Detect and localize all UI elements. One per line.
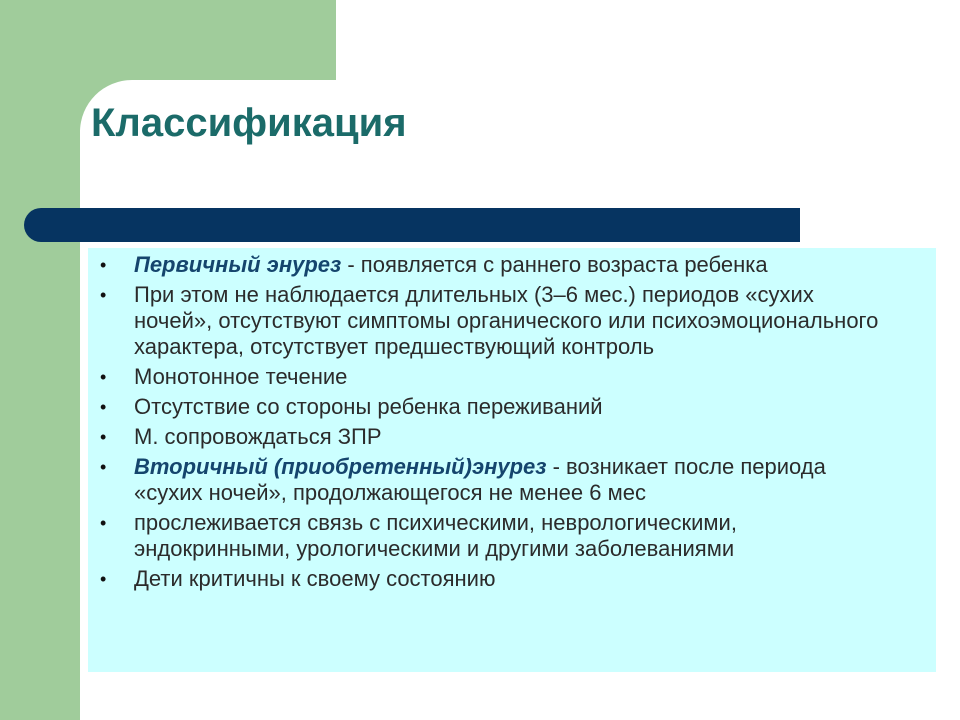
- bullet-icon: •: [100, 285, 107, 305]
- bullet-list: [88, 252, 888, 596]
- bullet-text: Дети критичны к своему состоянию: [134, 566, 496, 591]
- bullet-icon: •: [100, 513, 107, 533]
- bullet-text: - появляется с раннего возраста ребенка: [341, 252, 768, 277]
- bullet-icon: •: [100, 427, 107, 447]
- content-box: [88, 248, 936, 672]
- bullet-icon: •: [100, 255, 107, 275]
- bullet-text: М. сопровождаться ЗПР: [134, 424, 382, 449]
- bullet-item-monotonous-course: [88, 364, 888, 390]
- bullet-item-no-dry-periods: [88, 282, 888, 360]
- bullet-text: Отсутствие со стороны ребенка переживаний: [134, 394, 603, 419]
- bullet-text: прослеживается связь с психическими, неврологическими, эндокринными, урологическими и другими заболеваниями: [134, 510, 737, 561]
- title-divider-bar: [24, 208, 800, 242]
- bullet-item-self-critical: [88, 566, 888, 592]
- bullet-text: Монотонное течение: [134, 364, 348, 389]
- bullet-icon: •: [100, 367, 107, 387]
- bullet-item-disease-link: [88, 510, 888, 562]
- slide-title: Классификация: [91, 101, 407, 145]
- bullet-icon: •: [100, 457, 107, 477]
- bullet-emphasis: Вторичный (приобретенный)энурез: [134, 454, 547, 479]
- bullet-text: - возникает после периода «сухих ночей», продолжающегося не менее 6 мес: [134, 454, 826, 505]
- bullet-item-secondary-enuresis: [88, 454, 888, 506]
- bullet-item-zpr: [88, 424, 888, 450]
- decorative-green-sidebar: [0, 0, 80, 720]
- bullet-text: При этом не наблюдается длительных (3–6 мес.) периодов «сухих ночей», отсутствуют симптомы органического или психоэмоционального характера, отсутствует предшествующий контроль: [134, 282, 879, 359]
- bullet-icon: •: [100, 397, 107, 417]
- bullet-emphasis: Первичный энурез: [134, 252, 342, 277]
- bullet-item-primary-enuresis: [88, 252, 888, 278]
- bullet-icon: •: [100, 569, 107, 589]
- bullet-item-no-distress: [88, 394, 888, 420]
